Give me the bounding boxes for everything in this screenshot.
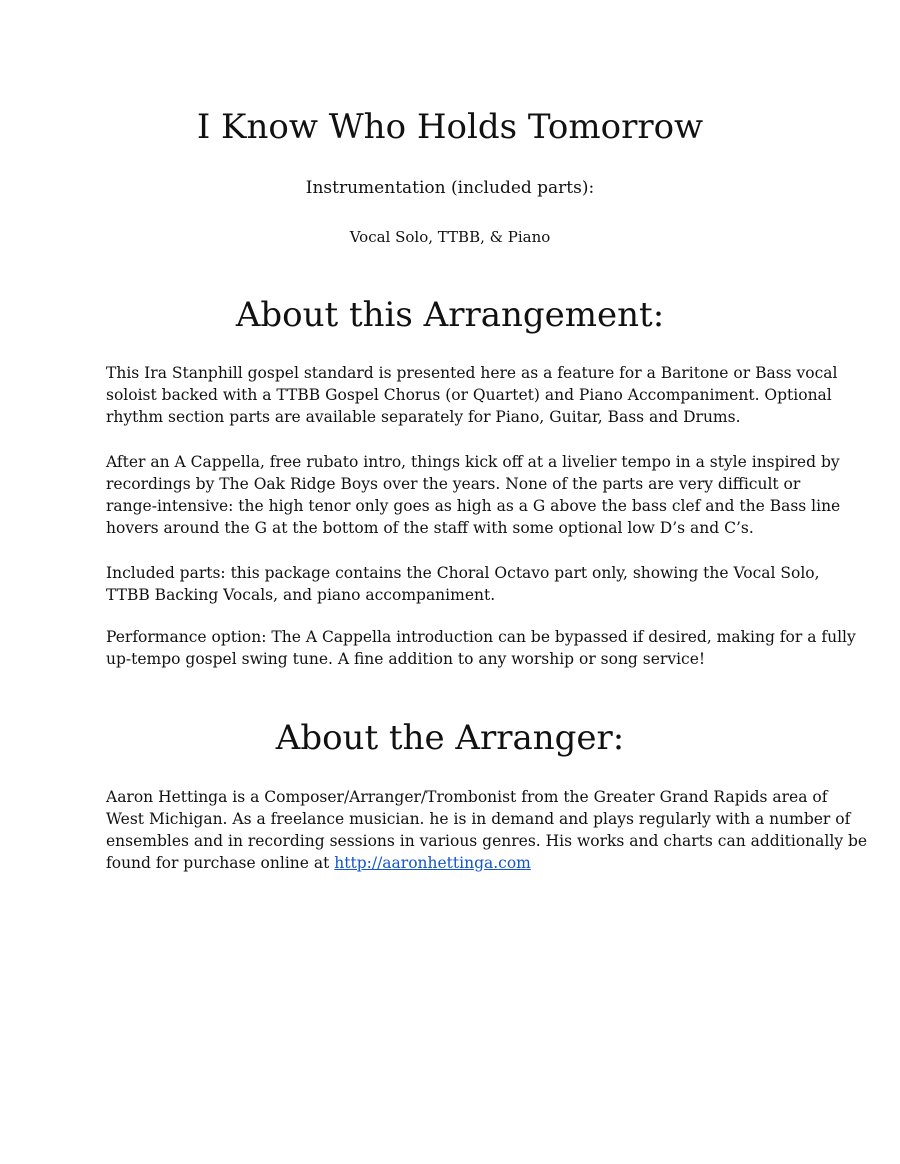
paragraph-line: This Ira Stanphill gospel standard is presented here as a feature for a Baritone or Bass vocal — [106, 364, 838, 382]
paragraph-line: ensembles and in recording sessions in various genres. His works and charts can additionally be — [106, 832, 868, 850]
arrangement-paragraph-4 — [106, 626, 856, 670]
about-arrangement-heading: About this Arrangement: — [235, 295, 665, 335]
paragraph-line: rhythm section parts are available separately for Piano, Guitar, Bass and Drums. — [106, 408, 741, 426]
paragraph-line: TTBB Backing Vocals, and piano accompaniment. — [106, 586, 496, 604]
document-title: I Know Who Holds Tomorrow — [196, 107, 704, 147]
paragraph-line-last — [106, 852, 806, 874]
paragraph-line: Performance option: The A Cappella introduction can be bypassed if desired, making for a fully — [106, 628, 856, 646]
paragraph-line: Included parts: this package contains the Choral Octavo part only, showing the Vocal Solo, — [106, 564, 820, 582]
paragraph-line: recordings by The Oak Ridge Boys over the years. None of the parts are very difficult or — [106, 475, 801, 493]
paragraph-line: hovers around the G at the bottom of the staff with some optional low D’s and C’s. — [106, 519, 754, 537]
paragraph-line: soloist backed with a TTBB Gospel Chorus (or Quartet) and Piano Accompaniment. Optional — [106, 386, 832, 404]
paragraph-line: range-intensive: the high tenor only goes as high as a G above the bass clef and the Bass line — [106, 497, 841, 515]
paragraph-line: up-tempo gospel swing tune. A fine addition to any worship or song service! — [106, 650, 706, 668]
about-arranger-heading: About the Arranger: — [275, 718, 625, 758]
instrumentation-value: Vocal Solo, TTBB, & Piano — [349, 228, 551, 246]
paragraph-line: Aaron Hettinga is a Composer/Arranger/Trombonist from the Greater Grand Rapids area of — [106, 788, 828, 806]
arrangement-paragraph-1 — [106, 362, 838, 428]
arranger-website-link[interactable]: http://aaronhettinga.com — [334, 854, 531, 872]
link-prefix-text: found for purchase online at — [106, 854, 335, 872]
arrangement-paragraph-2 — [106, 451, 841, 539]
instrumentation-label: Instrumentation (included parts): — [305, 178, 595, 198]
paragraph-line: After an A Cappella, free rubato intro, things kick off at a livelier tempo in a style inspired by — [106, 453, 840, 471]
arranger-paragraph — [106, 786, 868, 874]
arrangement-paragraph-3 — [106, 562, 820, 606]
paragraph-line: West Michigan. As a freelance musician. he is in demand and plays regularly with a number of — [106, 810, 851, 828]
